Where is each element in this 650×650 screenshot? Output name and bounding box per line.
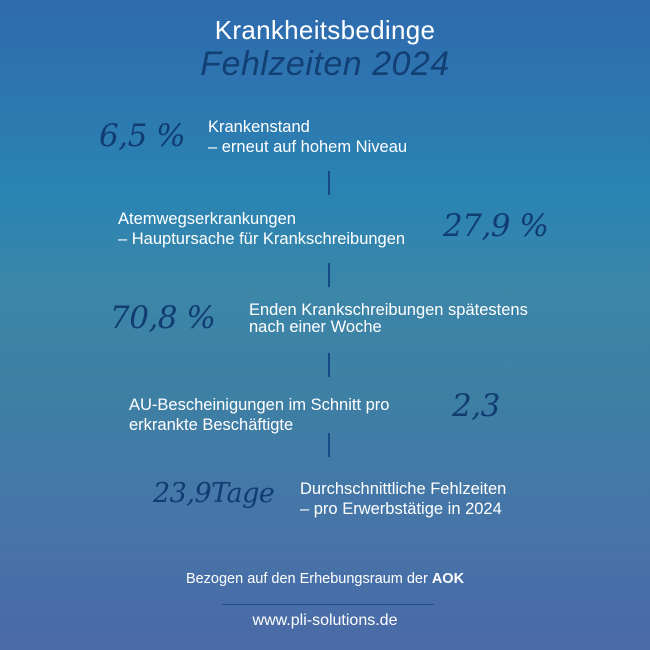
fact-text-line: – erneut auf hohem Niveau [208, 138, 408, 156]
fact-text-respiratory [118, 209, 405, 249]
fact-value-number: 23,9 [153, 478, 212, 509]
footer-note-brand: AOK [431, 571, 465, 587]
footer-note [0, 571, 650, 587]
fact-value-certificates: 2,3 [452, 388, 500, 424]
fact-text-line: – Hauptursache für Krankschreibungen [118, 230, 406, 248]
connector-line [328, 263, 330, 287]
connector-line [328, 433, 330, 457]
connector-line [328, 353, 330, 377]
fact-text-line: Atemwegserkrankungen [118, 210, 296, 228]
fact-text-absence-days [300, 479, 506, 519]
fact-text-line: nach einer Woche [249, 318, 382, 336]
fact-value-absence-days [153, 478, 274, 509]
fact-text-short-leave [249, 302, 528, 336]
fact-text-line: Enden Krankschreibungen spätestens [249, 301, 528, 319]
footer-url: www.pli-solutions.de [252, 612, 398, 629]
fact-value-unit: Tage [211, 478, 275, 509]
title-line-1: Krankheitsbedinge [214, 15, 436, 45]
fact-value-sick-rate: 6,5 % [99, 118, 186, 154]
fact-text-line: Krankenstand [208, 118, 310, 136]
footer-divider [222, 604, 434, 605]
connector-line [328, 171, 330, 195]
fact-text-line: erkrankte Beschäftigte [129, 416, 294, 434]
footer-note-text: Bezogen auf den Erhebungsraum der [185, 571, 428, 587]
fact-value-short-leave: 70,8 % [110, 300, 216, 336]
title-line-2: Fehlzeiten 2024 [200, 45, 450, 83]
fact-value-respiratory: 27,9 % [443, 208, 549, 244]
fact-text-certificates [129, 395, 389, 435]
fact-text-sick-rate [208, 117, 407, 157]
fact-text-line: AU-Bescheinigungen im Schnitt pro [129, 396, 390, 414]
fact-text-line: Durchschnittliche Fehlzeiten [300, 480, 507, 498]
fact-text-line: – pro Erwerbstätige in 2024 [300, 500, 502, 518]
